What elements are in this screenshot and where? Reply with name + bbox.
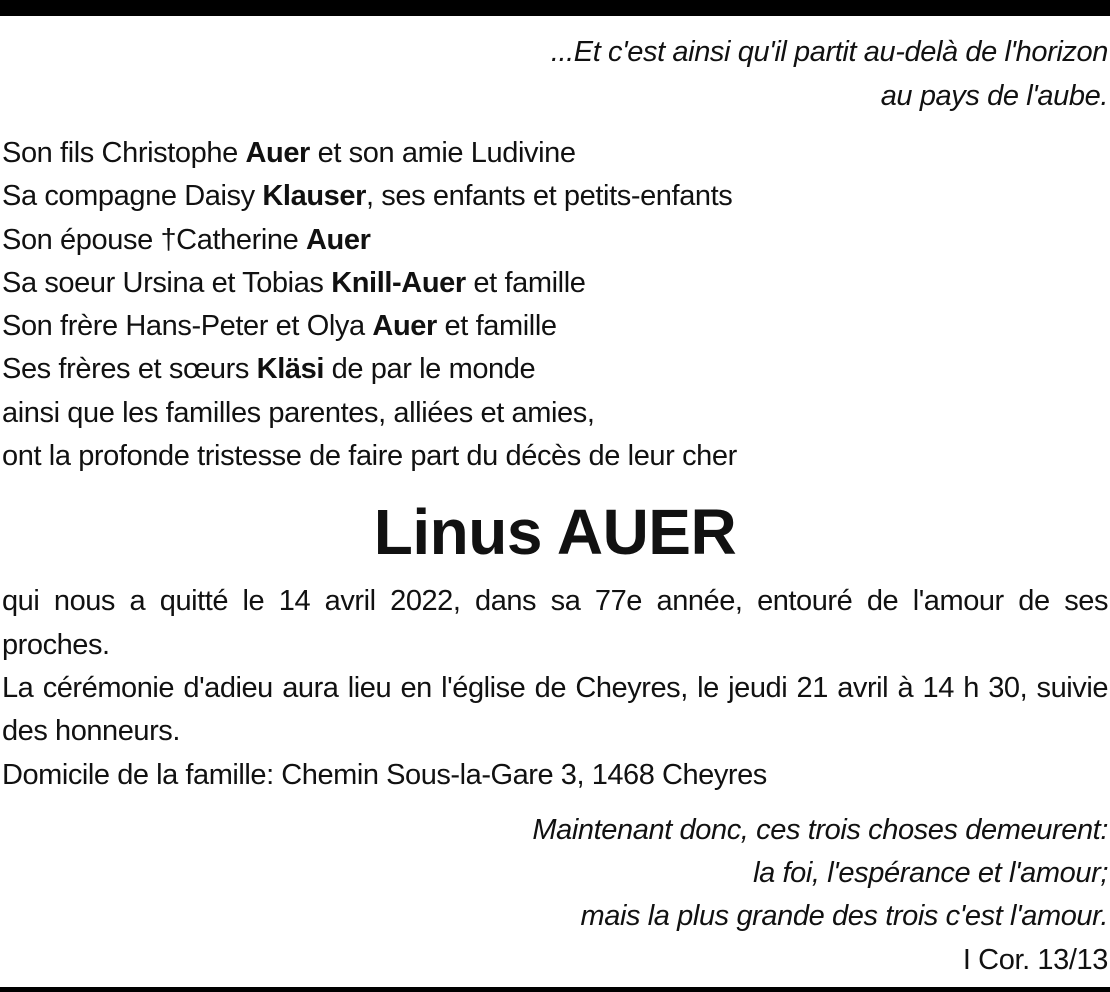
epigraph-quote [2,30,1108,118]
verse-line: mais la plus grande des trois c'est l'amour. [580,900,1108,933]
obituary-notice [0,16,1110,987]
family-surname: Klauser [262,180,366,213]
family-line-text: Ses frères et sœurs [2,353,257,386]
bottom-border-rule [0,987,1110,992]
service-details [2,580,1108,796]
family-line [2,348,1108,391]
family-line-text: et famille [465,266,586,299]
verse-line: la foi, l'espérance et l'amour; [753,857,1108,890]
family-line [2,175,1108,218]
family-surname: Auer [245,137,310,169]
verse-reference: I Cor. 13/13 [962,943,1108,976]
family-line-text: de par le monde [324,353,536,386]
ceremony-info: La cérémonie d'adieu aura lieu en l'église de Cheyres, le jeudi 21 avril à 14 h 30, suivie des honneurs. [2,671,1108,748]
family-line-text: Son frère Hans-Peter et Olya [2,310,373,343]
top-border-rule [0,0,1110,16]
family-address: Domicile de la famille: Chemin Sous-la-Gare 3, 1468 Cheyres [2,758,767,791]
epigraph-line: au pays de l'aube. [880,80,1108,112]
family-line-text: ont la profonde tristesse de faire part du décès de leur cher [2,440,737,473]
family-line-text: Sa compagne Daisy [2,180,263,213]
family-line [2,305,1108,348]
closing-verse [2,809,1108,982]
family-members-list [2,132,1108,478]
family-line-text: , ses enfants et petits-enfants [365,180,733,213]
family-surname: Kläsi [256,353,324,386]
family-line [2,435,1108,478]
family-line [2,219,1108,262]
family-line-text: ainsi que les familles parentes, alliées et amies, [2,396,595,429]
family-line [2,262,1108,305]
family-surname: Auer [305,223,371,256]
passing-announcement: qui nous a quitté le 14 avril 2022, dans sa 77e année, entouré de l'amour de ses proches. [2,585,1108,661]
family-line-text: Son fils Christophe [2,137,246,169]
family-line-text: Son épouse †Catherine [2,223,306,256]
family-line-text: Sa soeur Ursina et Tobias [2,266,332,299]
family-surname: Auer [372,310,437,343]
verse-line: Maintenant donc, ces trois choses demeurent: [532,813,1108,846]
deceased-name: Linus AUER [373,496,737,569]
epigraph-line: ...Et c'est ainsi qu'il partit au-delà de l'horizon [550,36,1108,68]
family-line-text: et famille [436,310,557,343]
family-line-text: et son amie Ludivine [309,137,576,169]
family-line [2,132,1108,175]
family-surname: Knill-Auer [331,266,466,299]
family-line [2,392,1108,435]
